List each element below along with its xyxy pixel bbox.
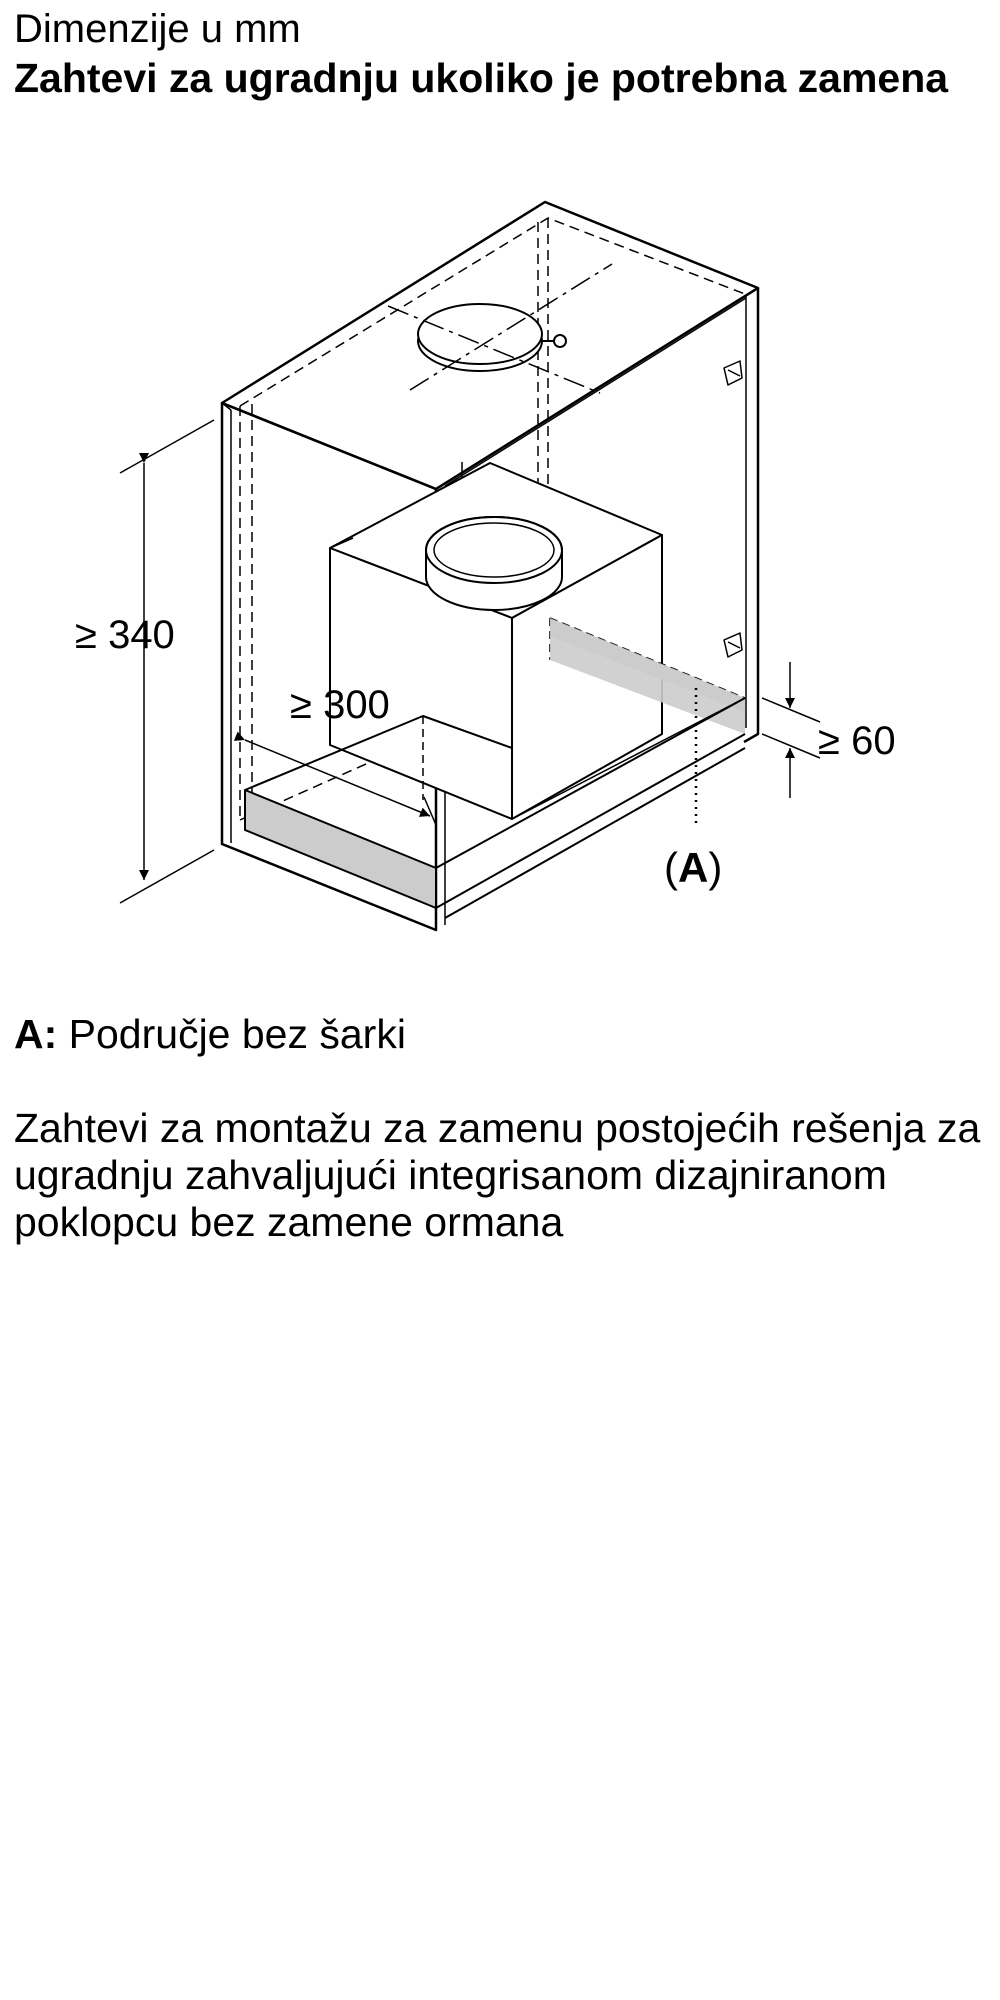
callout-label: (A) [664,844,723,891]
page-header [14,6,984,102]
dimension-depth-label: ≥ 300 [290,683,390,727]
page-subtitle: Dimenzije u mm [14,7,301,51]
description-text: Zahtevi za montažu za zamenu postojećih rešenja za ugradnju zahvaljujući integrisanom dizajniranom poklopcu bez zamene ormana [14,1105,981,1245]
hinge-brackets [724,361,742,657]
legend-text: Područje bez šarki [57,1011,406,1057]
cabinet [222,202,758,930]
dimension-height-label: ≥ 340 [75,613,175,657]
dimension-gap [762,662,820,798]
page-title: Zahtevi za ugradnju ukoliko je potrebna zamena [14,55,949,101]
hood-unit [330,463,662,819]
dimension-height [120,420,214,903]
dimension-gap-label: ≥ 60 [818,719,896,763]
installation-diagram [0,180,1000,940]
legend-item [14,1010,406,1058]
legend-key: A: [14,1011,58,1057]
